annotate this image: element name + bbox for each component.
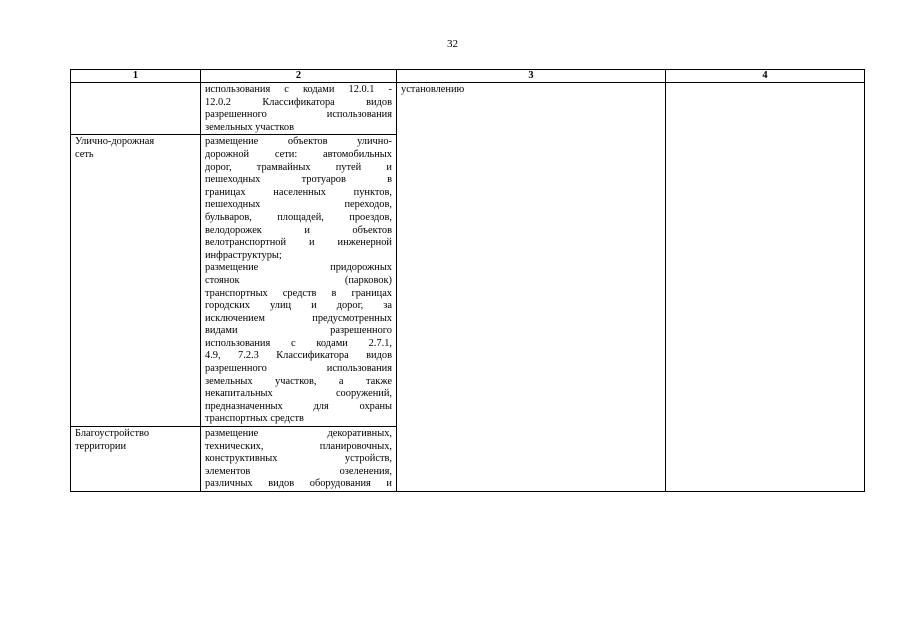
description-line: размещение объектов улично-	[205, 136, 392, 148]
description-line: некапитальных сооружений,	[205, 388, 392, 400]
land-use-table	[70, 69, 865, 492]
description-line: земельных участков	[205, 121, 294, 133]
description-line: земельных участков, а также	[205, 375, 392, 387]
zone-name-line: территории	[75, 440, 127, 452]
header-col-3: 3	[397, 70, 666, 83]
description-line: пешеходных тротуаров в	[205, 174, 392, 186]
description-line: границах населенных пунктов,	[205, 186, 392, 198]
description-line: технических, планировочных,	[205, 440, 392, 452]
description-line: инфраструктуры;	[205, 249, 282, 261]
cell-col3	[397, 83, 666, 492]
description-line: элементов озеленения,	[205, 465, 392, 477]
header-col-4: 4	[666, 70, 865, 83]
description-line: конструктивных устройств,	[205, 453, 392, 465]
description-line: разрешенного использования	[205, 363, 392, 375]
description-line: предназначенных для охраны	[205, 400, 392, 412]
description-line: стоянок (парковок)	[205, 274, 392, 286]
table-row	[71, 83, 865, 135]
description-line: транспортных средств в границах	[205, 287, 392, 299]
description-line: размещение декоративных,	[205, 428, 392, 440]
description-line: пешеходных переходов,	[205, 199, 392, 211]
col3-text: установлению	[401, 84, 465, 95]
cell-description	[201, 135, 397, 427]
description-line: транспортных средств	[205, 413, 304, 425]
header-col-2: 2	[201, 70, 397, 83]
cell-col4	[666, 83, 865, 492]
cell-zone-name	[71, 135, 201, 427]
description-line: размещение придорожных	[205, 262, 392, 274]
header-col-1: 1	[71, 70, 201, 83]
zone-name-line: сеть	[75, 148, 94, 160]
description-line: 12.0.2 Классификатора видов	[205, 96, 392, 108]
description-line: использования с кодами 2.7.1,	[205, 337, 392, 349]
table-header-row	[71, 70, 865, 83]
cell-zone-name	[71, 83, 201, 135]
cell-zone-name	[71, 427, 201, 492]
description-line: велодорожек и объектов	[205, 224, 392, 236]
description-line: дорожной сети: автомобильных	[205, 148, 392, 160]
description-line: дорог, трамвайных путей и	[205, 161, 392, 173]
cell-description	[201, 427, 397, 492]
description-line: исключением предусмотренных	[205, 312, 392, 324]
description-line: различных видов оборудования и	[205, 478, 392, 490]
description-line: использования с кодами 12.0.1 -	[205, 84, 392, 95]
cell-description	[201, 83, 397, 135]
description-line: бульваров, площадей, проездов,	[205, 211, 392, 223]
description-line: велотранспортной и инженерной	[205, 237, 392, 249]
description-line: городских улиц и дорог, за	[205, 300, 392, 312]
description-line: видами разрешенного	[205, 325, 392, 337]
zone-name-line: Благоустройство	[75, 428, 150, 440]
zone-name-line: Улично-дорожная	[75, 136, 155, 148]
description-line: разрешенного использования	[205, 109, 392, 121]
description-line: 4.9, 7.2.3 Классификатора видов	[205, 350, 392, 362]
page-number: 32	[447, 38, 458, 50]
